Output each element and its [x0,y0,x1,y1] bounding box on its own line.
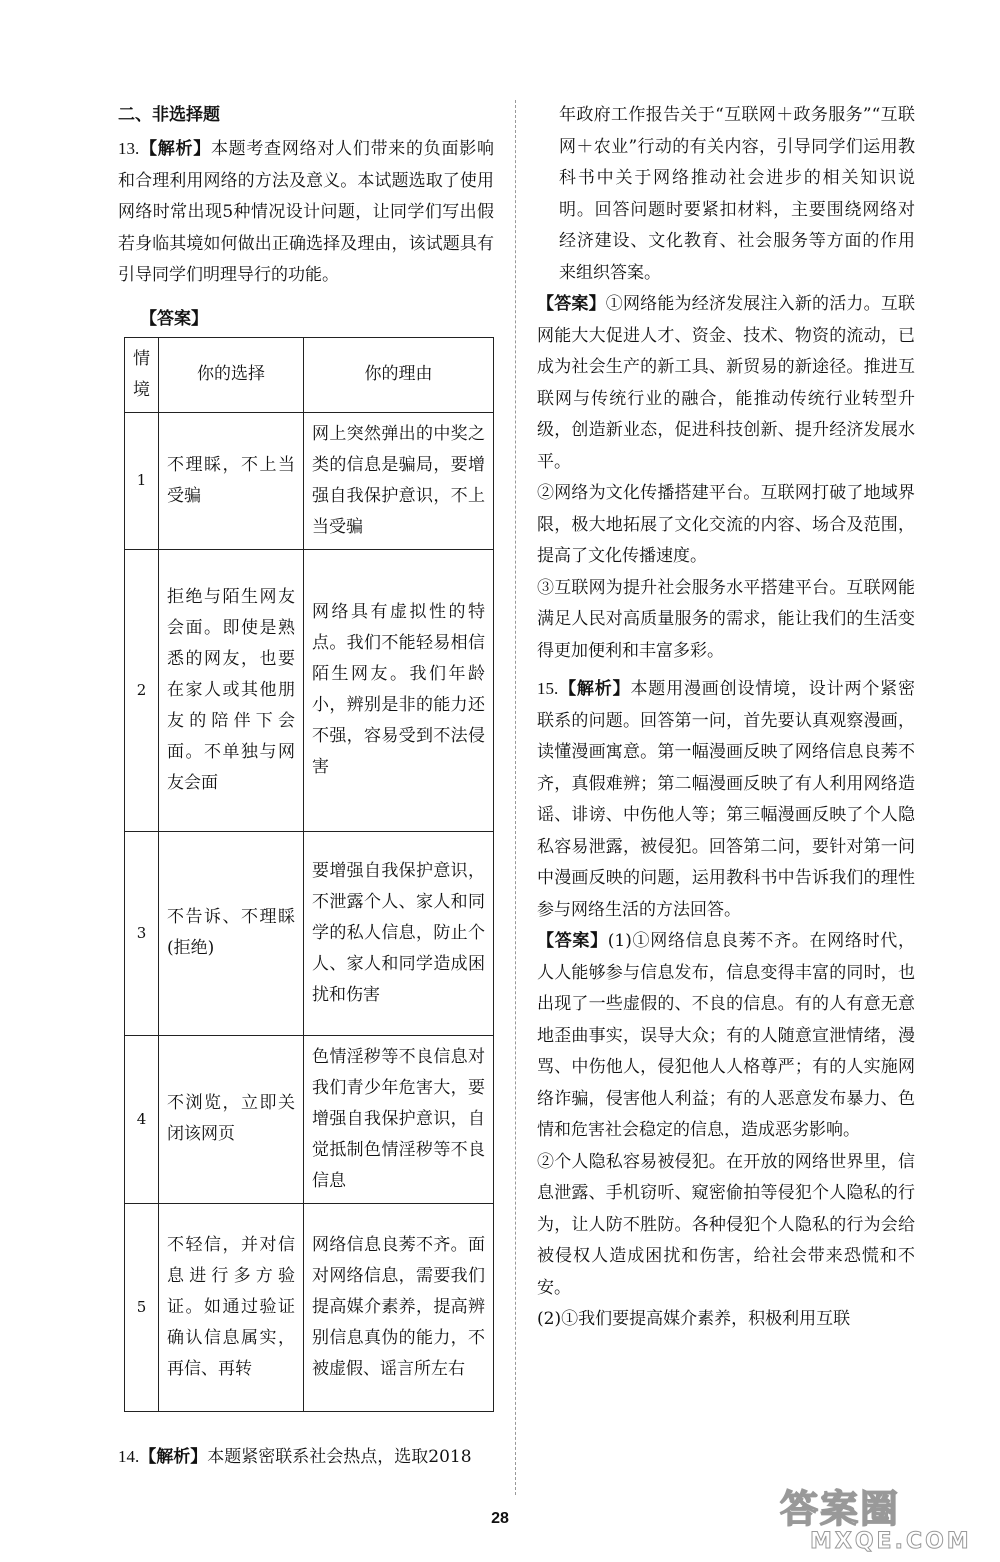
reason-cell: 网上突然弹出的中奖之类的信息是骗局，要增强自我保护意识，不上当受骗 [304,412,494,549]
q15-analysis [537,673,915,926]
q13-analysis-tag: 【解析】 [139,139,211,159]
right-column [537,100,915,1336]
header-choice: 你的选择 [159,337,304,412]
choice-cell: 不理睬，不上当受骗 [159,412,304,549]
answer-table [124,337,494,1412]
scene-cell: 1 [125,412,159,549]
q15-answer-2: ②个人隐私容易被侵犯。在开放的网络世界里，信息泄露、手机窃听、窥密偷拍等侵犯个人隐私的行为，让人防不胜防。各种侵犯个人隐私的行为会给被侵权人造成困扰和伤害，给社会带来恐慌和不安。 [537,1151,915,1298]
q15-answer-1: (1)①网络信息良莠不齐。在网络时代，人人能够参与信息发布，信息变得丰富的同时，也出现了一些虚假的、不良的信息。有的人有意无意地歪曲事实，误导大众；有的人随意宣泄情绪，漫骂、中伤他人，侵犯他人人格尊严；有的人实施网络诈骗，侵害他人利益；有的人恶意发布暴力、色情和危害社会稳定的信息，造成恶劣影响。 [537,931,915,1140]
scene-cell: 5 [125,1203,159,1411]
reason-cell: 网络信息良莠不齐。面对网络信息，需要我们提高媒介素养，提高辨别信息真伪的能力，不被虚假、谣言所左右 [304,1203,494,1411]
q14-analysis-cont: 年政府工作报告关于“互联网＋政务服务”“互联网＋农业”行动的有关内容，引导同学们运用教科书中关于网络推动社会进步的相关知识说明。回答问题时要紧扣材料，主要围绕网络对经济建设、文化教育、社会服务等方面的作用来组织答案。 [559,105,915,283]
watermark-line1: 答案圈 [780,1487,901,1531]
watermark-line2: MXQE.COM [810,1529,972,1554]
choice-cell: 拒绝与陌生网友会面。即使是熟悉的网友，也要在家人或其他朋友的陪伴下会面。不单独与网友会面 [159,549,304,831]
reason-cell: 色情淫秽等不良信息对我们青少年危害大，要增强自我保护意识，自觉抵制色情淫秽等不良信息 [304,1035,494,1203]
table-row [125,412,494,549]
scene-cell: 3 [125,831,159,1035]
header-reason: 你的理由 [304,337,494,412]
q14-analysis-tag: 【解析】 [139,1447,208,1467]
q14-answer-tag: 【答案】 [537,294,606,314]
q14-analysis-text-start: 本题紧密联系社会热点，选取2018 [207,1447,472,1467]
reason-cell: 要增强自我保护意识，不泄露个人、家人和同学的私人信息，防止个人、家人和同学造成困扰和伤害 [304,831,494,1035]
q14-answer-2: ②网络为文化传播搭建平台。互联网打破了地域界限，极大地拓展了文化交流的内容、场合及范围，提高了文化传播速度。 [537,483,915,566]
q14-answer-3: ③互联网为提升社会服务水平搭建平台。互联网能满足人民对高质量服务的需求，能让我们的生活变得更加便利和丰富多彩。 [537,577,915,661]
table-row [125,1203,494,1411]
q14-analysis-start [118,1441,498,1473]
q15-number: 15. [537,679,559,698]
choice-cell: 不轻信，并对信息进行多方验证。如通过验证确认信息属实，再信、再转 [159,1203,304,1411]
reason-cell: 网络具有虚拟性的特点。我们不能轻易相信陌生网友。我们年龄小，辨别是非的能力还不强，容易受到不法侵害 [304,549,494,831]
watermark-logo [780,1478,980,1558]
choice-cell: 不告诉、不理睬(拒绝) [159,831,304,1035]
page-number: 28 [491,1510,509,1527]
table-row [125,831,494,1035]
q15-analysis-text: 本题用漫画创设情境，设计两个紧密联系的问题。回答第一问，首先要认真观察漫画，读懂漫画寓意。第一幅漫画反映了网络信息良莠不齐，真假难辨；第二幅漫画反映了有人利用网络造谣、诽谤、中伤他人等；第三幅漫画反映了个人隐私容易泄露，被侵犯。回答第二问，要针对第一问中漫画反映的问题，运用教科书中告诉我们的理性参与网络生活的方法回答。 [537,679,915,920]
section-title: 二、非选择题 [118,105,220,125]
scene-cell: 4 [125,1035,159,1203]
q13-answer-label: 【答案】 [140,308,208,329]
scene-cell: 2 [125,549,159,831]
table-header-row [125,337,494,412]
q15-answer [537,926,915,1147]
table-row [125,1035,494,1203]
q13-number: 13. [118,139,140,158]
q14-number: 14. [118,1447,140,1466]
column-divider [515,100,516,1495]
table-row [125,549,494,831]
q15-analysis-tag: 【解析】 [558,679,631,699]
left-column [118,100,494,1412]
q15-answer-tag: 【答案】 [537,931,608,951]
q13-analysis-text: 本题考查网络对人们带来的负面影响和合理利用网络的方法及意义。本试题选取了使用网络时常出现5种情况设计问题，让同学们写出假若身临其境如何做出正确选择及理由，该试题具有引导同学们明理导行的功能。 [118,139,494,285]
q14-answer [537,289,915,478]
q13-analysis [118,133,494,292]
q14-answer-1: ①网络能为经济发展注入新的活力。互联网能大大促进人才、资金、技术、物资的流动，已成为社会生产的新工具、新贸易的新途径。推进互联网与传统行业的融合，能推动传统行业转型升级，创造新业态，促进科技创新、提升经济发展水平。 [537,294,916,472]
choice-cell: 不浏览，立即关闭该网页 [159,1035,304,1203]
q15-answer-3: (2)①我们要提高媒介素养，积极利用互联 [537,1309,851,1329]
header-scene: 情境 [125,337,159,412]
